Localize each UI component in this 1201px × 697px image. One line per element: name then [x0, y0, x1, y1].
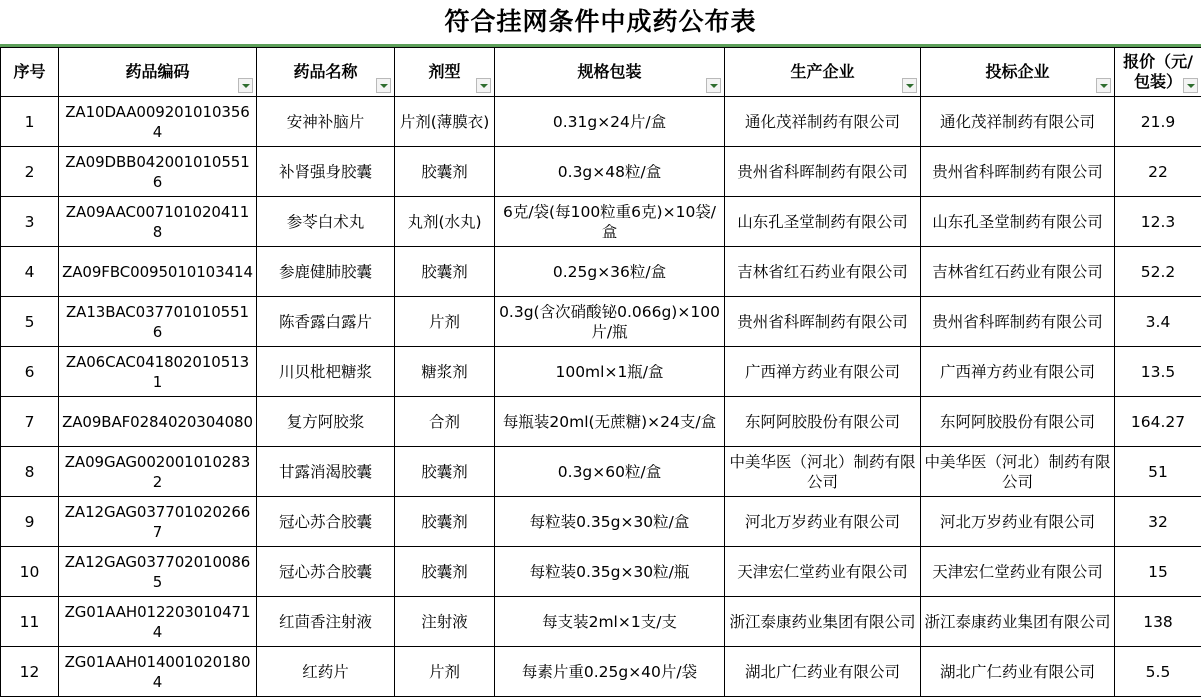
cell-form[interactable]: 片剂 — [395, 647, 495, 697]
cell-price[interactable]: 52.2 — [1115, 247, 1201, 297]
filter-dropdown-icon[interactable] — [1096, 78, 1111, 93]
cell-index[interactable]: 10 — [1, 547, 59, 597]
table-row — [1, 197, 1201, 247]
filter-dropdown-icon[interactable] — [376, 78, 391, 93]
cell-manufacturer[interactable]: 吉林省红石药业有限公司 — [725, 247, 921, 297]
header-cell-index: 序号 — [1, 48, 59, 97]
header-cell-manufacturer: 生产企业 — [725, 48, 921, 97]
table-row — [1, 447, 1201, 497]
cell-name[interactable]: 陈香露白露片 — [257, 297, 395, 347]
cell-form[interactable]: 片剂(薄膜衣) — [395, 97, 495, 147]
header-row — [1, 48, 1201, 97]
cell-manufacturer[interactable]: 东阿阿胶股份有限公司 — [725, 397, 921, 447]
cell-price[interactable]: 13.5 — [1115, 347, 1201, 397]
cell-manufacturer[interactable]: 中美华医（河北）制药有限公司 — [725, 447, 921, 497]
filter-dropdown-icon[interactable] — [1183, 78, 1198, 93]
cell-bidder[interactable]: 广西禅方药业有限公司 — [921, 347, 1115, 397]
cell-code[interactable]: ZG01AAH0122030104714 — [59, 597, 257, 647]
cell-spec[interactable]: 100ml×1瓶/盒 — [495, 347, 725, 397]
cell-manufacturer[interactable]: 浙江泰康药业集团有限公司 — [725, 597, 921, 647]
cell-code[interactable]: ZA13BAC0377010105516 — [59, 297, 257, 347]
cell-manufacturer[interactable]: 河北万岁药业有限公司 — [725, 497, 921, 547]
cell-code[interactable]: ZA12GAG0377020100865 — [59, 547, 257, 597]
cell-form[interactable]: 胶囊剂 — [395, 497, 495, 547]
cell-manufacturer[interactable]: 山东孔圣堂制药有限公司 — [725, 197, 921, 247]
cell-code[interactable]: ZA06CAC0418020105131 — [59, 347, 257, 397]
cell-name[interactable]: 冠心苏合胶囊 — [257, 497, 395, 547]
cell-form[interactable]: 丸剂(水丸) — [395, 197, 495, 247]
header-cell-name: 药品名称 — [257, 48, 395, 97]
cell-name[interactable]: 川贝枇杷糖浆 — [257, 347, 395, 397]
cell-manufacturer[interactable]: 湖北广仁药业有限公司 — [725, 647, 921, 697]
cell-bidder[interactable]: 河北万岁药业有限公司 — [921, 497, 1115, 547]
cell-name[interactable]: 补肾强身胶囊 — [257, 147, 395, 197]
cell-manufacturer[interactable]: 通化茂祥制药有限公司 — [725, 97, 921, 147]
cell-bidder[interactable]: 东阿阿胶股份有限公司 — [921, 397, 1115, 447]
cell-manufacturer[interactable]: 贵州省科晖制药有限公司 — [725, 297, 921, 347]
cell-index[interactable]: 1 — [1, 97, 59, 147]
cell-code[interactable]: ZA09DBB0420010105516 — [59, 147, 257, 197]
table-row — [1, 547, 1201, 597]
cell-code[interactable]: ZA09GAG0020010102832 — [59, 447, 257, 497]
cell-price[interactable]: 22 — [1115, 147, 1201, 197]
cell-price[interactable]: 5.5 — [1115, 647, 1201, 697]
drug-table — [0, 47, 1201, 697]
cell-bidder[interactable]: 浙江泰康药业集团有限公司 — [921, 597, 1115, 647]
filter-dropdown-icon[interactable] — [476, 78, 491, 93]
filter-dropdown-icon[interactable] — [706, 78, 721, 93]
cell-bidder[interactable]: 贵州省科晖制药有限公司 — [921, 147, 1115, 197]
cell-index[interactable]: 6 — [1, 347, 59, 397]
table-row — [1, 247, 1201, 297]
cell-price[interactable]: 51 — [1115, 447, 1201, 497]
cell-price[interactable]: 32 — [1115, 497, 1201, 547]
table-row — [1, 397, 1201, 447]
table-row — [1, 497, 1201, 547]
cell-code[interactable]: ZA10DAA0092010103564 — [59, 97, 257, 147]
cell-index[interactable]: 9 — [1, 497, 59, 547]
table-row — [1, 97, 1201, 147]
cell-name[interactable]: 冠心苏合胶囊 — [257, 547, 395, 597]
table-row — [1, 147, 1201, 197]
cell-index[interactable]: 11 — [1, 597, 59, 647]
cell-form[interactable]: 胶囊剂 — [395, 547, 495, 597]
cell-spec[interactable]: 每瓶装20ml(无蔗糖)×24支/盒 — [495, 397, 725, 447]
cell-index[interactable]: 12 — [1, 647, 59, 697]
header-cell-spec: 规格包装 — [495, 48, 725, 97]
cell-bidder[interactable]: 湖北广仁药业有限公司 — [921, 647, 1115, 697]
cell-form[interactable]: 注射液 — [395, 597, 495, 647]
cell-spec[interactable]: 6克/袋(每100粒重6克)×10袋/盒 — [495, 197, 725, 247]
filter-dropdown-icon[interactable] — [902, 78, 917, 93]
cell-price[interactable]: 164.27 — [1115, 397, 1201, 447]
cell-index[interactable]: 5 — [1, 297, 59, 347]
cell-bidder[interactable]: 通化茂祥制药有限公司 — [921, 97, 1115, 147]
table-row — [1, 347, 1201, 397]
cell-manufacturer[interactable]: 天津宏仁堂药业有限公司 — [725, 547, 921, 597]
header-cell-price: 报价（元/包装） — [1115, 48, 1201, 97]
cell-code[interactable]: ZG01AAH0140010201804 — [59, 647, 257, 697]
cell-name[interactable]: 复方阿胶浆 — [257, 397, 395, 447]
cell-index[interactable]: 7 — [1, 397, 59, 447]
cell-index[interactable]: 4 — [1, 247, 59, 297]
cell-spec[interactable]: 每粒装0.35g×30粒/盒 — [495, 497, 725, 547]
cell-spec[interactable]: 每支装2ml×1支/支 — [495, 597, 725, 647]
table-row — [1, 647, 1201, 697]
header-cell-code: 药品编码 — [59, 48, 257, 97]
cell-name[interactable]: 参鹿健肺胶囊 — [257, 247, 395, 297]
cell-code[interactable]: ZA09FBC0095010103414 — [59, 247, 257, 297]
cell-spec[interactable]: 0.25g×36粒/盒 — [495, 247, 725, 297]
cell-bidder[interactable]: 贵州省科晖制药有限公司 — [921, 297, 1115, 347]
cell-code[interactable]: ZA12GAG0377010202667 — [59, 497, 257, 547]
cell-spec[interactable]: 每素片重0.25g×40片/袋 — [495, 647, 725, 697]
table-row — [1, 297, 1201, 347]
cell-name[interactable]: 红药片 — [257, 647, 395, 697]
cell-price[interactable]: 12.3 — [1115, 197, 1201, 247]
cell-name[interactable]: 参苓白术丸 — [257, 197, 395, 247]
table-row — [1, 597, 1201, 647]
header-cell-bidder: 投标企业 — [921, 48, 1115, 97]
cell-price[interactable]: 21.9 — [1115, 97, 1201, 147]
filter-dropdown-icon[interactable] — [238, 78, 253, 93]
cell-bidder[interactable]: 中美华医（河北）制药有限公司 — [921, 447, 1115, 497]
cell-price[interactable]: 3.4 — [1115, 297, 1201, 347]
header-cell-form: 剂型 — [395, 48, 495, 97]
cell-spec[interactable]: 0.3g×60粒/盒 — [495, 447, 725, 497]
cell-code[interactable]: ZA09AAC0071010204118 — [59, 197, 257, 247]
cell-index[interactable]: 3 — [1, 197, 59, 247]
cell-form[interactable]: 糖浆剂 — [395, 347, 495, 397]
cell-form[interactable]: 合剂 — [395, 397, 495, 447]
cell-form[interactable]: 胶囊剂 — [395, 147, 495, 197]
cell-bidder[interactable]: 山东孔圣堂制药有限公司 — [921, 197, 1115, 247]
cell-manufacturer[interactable]: 广西禅方药业有限公司 — [725, 347, 921, 397]
cell-bidder[interactable]: 天津宏仁堂药业有限公司 — [921, 547, 1115, 597]
cell-form[interactable]: 片剂 — [395, 297, 495, 347]
page-title: 符合挂网条件中成药公布表 — [0, 0, 1201, 47]
cell-price[interactable]: 138 — [1115, 597, 1201, 647]
cell-name[interactable]: 甘露消渴胶囊 — [257, 447, 395, 497]
cell-code[interactable]: ZA09BAF0284020304080 — [59, 397, 257, 447]
cell-spec[interactable]: 每粒装0.35g×30粒/瓶 — [495, 547, 725, 597]
cell-form[interactable]: 胶囊剂 — [395, 447, 495, 497]
cell-manufacturer[interactable]: 贵州省科晖制药有限公司 — [725, 147, 921, 197]
cell-index[interactable]: 2 — [1, 147, 59, 197]
cell-spec[interactable]: 0.3g×48粒/盒 — [495, 147, 725, 197]
cell-spec[interactable]: 0.3g(含次硝酸铋0.066g)×100片/瓶 — [495, 297, 725, 347]
cell-name[interactable]: 红茴香注射液 — [257, 597, 395, 647]
cell-bidder[interactable]: 吉林省红石药业有限公司 — [921, 247, 1115, 297]
cell-form[interactable]: 胶囊剂 — [395, 247, 495, 297]
cell-name[interactable]: 安神补脑片 — [257, 97, 395, 147]
cell-spec[interactable]: 0.31g×24片/盒 — [495, 97, 725, 147]
cell-index[interactable]: 8 — [1, 447, 59, 497]
cell-price[interactable]: 15 — [1115, 547, 1201, 597]
